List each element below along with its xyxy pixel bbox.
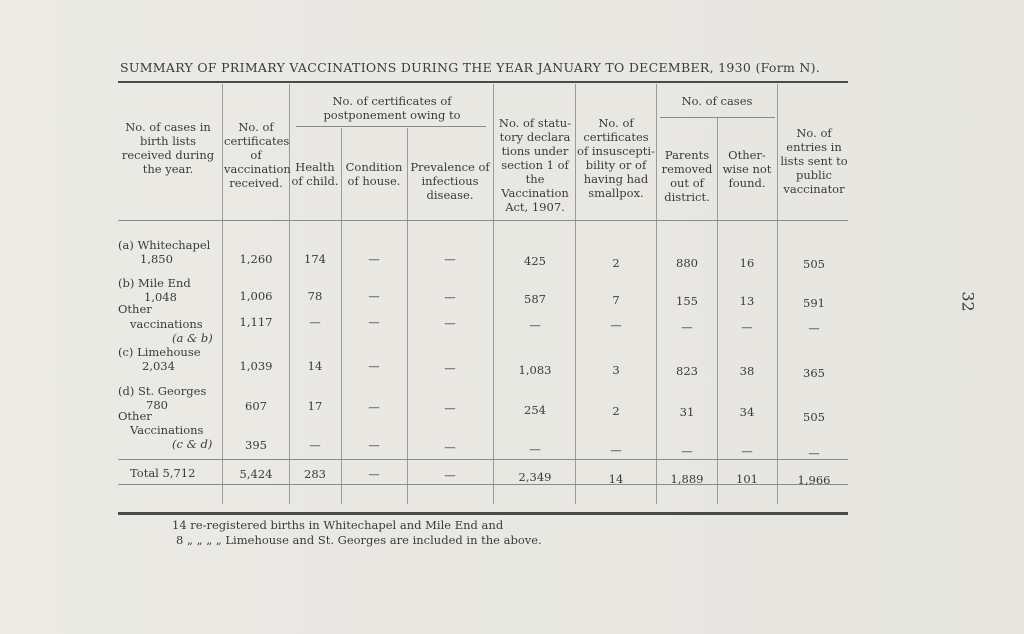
table-cell: — bbox=[368, 359, 380, 373]
table-cell: 1,006 bbox=[239, 289, 273, 303]
col-divider bbox=[289, 84, 290, 504]
table-cell: — bbox=[610, 443, 622, 457]
table-cell: — bbox=[309, 315, 321, 329]
table-cell: — bbox=[309, 438, 321, 452]
table-cell: 17 bbox=[307, 399, 323, 413]
row-label-sub: (a & b) bbox=[172, 331, 213, 345]
table-cell: 1,039 bbox=[239, 359, 273, 373]
table-cell: — bbox=[681, 320, 693, 334]
header-cases-group: No. of cases bbox=[681, 94, 753, 108]
row-label-sub: 1,048 bbox=[144, 290, 177, 304]
total-cell: 283 bbox=[304, 467, 326, 481]
table-cell: 78 bbox=[307, 289, 323, 303]
table-cell: — bbox=[444, 401, 456, 415]
header-entries-public-vaccinator: No. of entries in lists sent to public vaccinator bbox=[780, 126, 848, 196]
table-cell: — bbox=[808, 446, 820, 460]
total-cell: 101 bbox=[736, 472, 758, 486]
table-cell: 7 bbox=[612, 293, 620, 307]
col-divider bbox=[493, 84, 494, 504]
table-cell: 3 bbox=[612, 363, 620, 377]
table-cell: 38 bbox=[739, 364, 755, 378]
row-label: (b) Mile End bbox=[118, 276, 191, 290]
row-label-sub: 1,850 bbox=[140, 252, 173, 266]
table-cell: 155 bbox=[676, 294, 698, 308]
row-label-sub: 2,034 bbox=[142, 359, 175, 373]
table-cell: 505 bbox=[803, 410, 825, 424]
header-rule bbox=[118, 220, 848, 221]
table-cell: — bbox=[444, 440, 456, 454]
header-health: Health of child. bbox=[291, 160, 339, 188]
header-certificates-received: No. of certificates of vaccination received. bbox=[224, 120, 291, 190]
table-cell: — bbox=[808, 321, 820, 335]
table-cell: 365 bbox=[803, 366, 825, 380]
total-rule bbox=[118, 459, 848, 460]
row-label-sub: vaccinations bbox=[130, 317, 203, 331]
table-cell: 14 bbox=[307, 359, 323, 373]
row-label: Other bbox=[118, 409, 152, 423]
table-cell: 1,083 bbox=[518, 363, 552, 377]
table-cell: 31 bbox=[679, 405, 695, 419]
table-cell: 591 bbox=[803, 296, 825, 310]
table-cell: 880 bbox=[676, 256, 698, 270]
total-cell: 14 bbox=[608, 472, 624, 486]
table-cell: 505 bbox=[803, 257, 825, 271]
table-cell: 174 bbox=[304, 252, 326, 266]
table-cell: — bbox=[368, 289, 380, 303]
page-number: 32 bbox=[958, 291, 978, 312]
table-cell: 823 bbox=[676, 364, 698, 378]
top-rule bbox=[118, 81, 848, 83]
total-cell: 2,349 bbox=[518, 470, 552, 484]
col-divider bbox=[222, 84, 223, 504]
table-cell: 607 bbox=[245, 399, 267, 413]
table-cell: — bbox=[368, 315, 380, 329]
table-cell: — bbox=[368, 438, 380, 452]
table-cell: — bbox=[681, 444, 693, 458]
header-prevalence: Prevalence of infectious disease. bbox=[410, 160, 490, 202]
table-cell: 2 bbox=[612, 256, 620, 270]
row-label-sub: 780 bbox=[146, 398, 168, 412]
table-cell: 254 bbox=[524, 403, 546, 417]
col-divider bbox=[656, 84, 657, 504]
table-cell: — bbox=[368, 252, 380, 266]
row-label: (d) St. Georges bbox=[118, 384, 207, 398]
header-statutory: No. of statu-tory declara tions under section 1 of the Vaccination Act, 1907. bbox=[498, 116, 572, 214]
table-cell: 395 bbox=[245, 438, 267, 452]
total-cell: 5,424 bbox=[239, 467, 273, 481]
table-cell: 13 bbox=[739, 294, 755, 308]
header-condition: Condition of house. bbox=[345, 160, 403, 188]
table-cell: 587 bbox=[524, 292, 546, 306]
col-divider bbox=[777, 84, 778, 504]
row-label-sub: Vaccinations bbox=[130, 423, 204, 437]
row-label: Other bbox=[118, 302, 152, 316]
table-cell: 2 bbox=[612, 404, 620, 418]
row-label: (a) Whitechapel bbox=[118, 238, 211, 252]
table-cell: 34 bbox=[739, 405, 755, 419]
header-postponement-group: No. of certificates of postponement owing to bbox=[323, 94, 461, 122]
total-cell: 1,966 bbox=[797, 473, 831, 487]
table-cell: — bbox=[741, 320, 753, 334]
table-cell: — bbox=[610, 318, 622, 332]
header-birth-lists: No. of cases in birth lists received during the year. bbox=[121, 120, 215, 176]
header-insusceptibility: No. of certificates of insuscepti-bility or of having had smallpox. bbox=[577, 116, 655, 200]
table-cell: 16 bbox=[739, 256, 755, 270]
total-label: Total 5,712 bbox=[130, 466, 196, 480]
header-parents-removed: Parents removed out of district. bbox=[661, 148, 713, 204]
table-cell: — bbox=[444, 290, 456, 304]
table-cell: — bbox=[529, 442, 541, 456]
table-cell: 1,260 bbox=[239, 252, 273, 266]
bottom-rule bbox=[118, 512, 848, 515]
table-cell: — bbox=[368, 400, 380, 414]
table-cell: — bbox=[529, 318, 541, 332]
table-cell: 1,117 bbox=[239, 315, 273, 329]
table-cell: — bbox=[444, 252, 456, 266]
total-cell: — bbox=[444, 468, 456, 482]
total-cell: 1,889 bbox=[670, 472, 704, 486]
total-cell: — bbox=[368, 467, 380, 481]
table-cell: — bbox=[444, 316, 456, 330]
table-title: SUMMARY OF PRIMARY VACCINATIONS DURING THE YEAR JANUARY TO DECEMBER, 1930 (Form N). bbox=[120, 60, 821, 75]
table-cell: — bbox=[741, 444, 753, 458]
table-cell: — bbox=[444, 361, 456, 375]
group-rule bbox=[660, 117, 775, 118]
group-rule bbox=[296, 126, 486, 127]
footnote-line: 14 re-registered births in Whitechapel and Mile End and bbox=[172, 518, 504, 532]
row-label: (c) Limehouse bbox=[118, 345, 201, 359]
row-label-sub: (c & d) bbox=[172, 437, 213, 451]
footnote-line: 8 „ „ „ „ Limehouse and St. Georges are included in the above. bbox=[176, 533, 542, 547]
table-cell: 425 bbox=[524, 254, 546, 268]
header-otherwise-not-found: Other-wise not found. bbox=[722, 148, 772, 190]
